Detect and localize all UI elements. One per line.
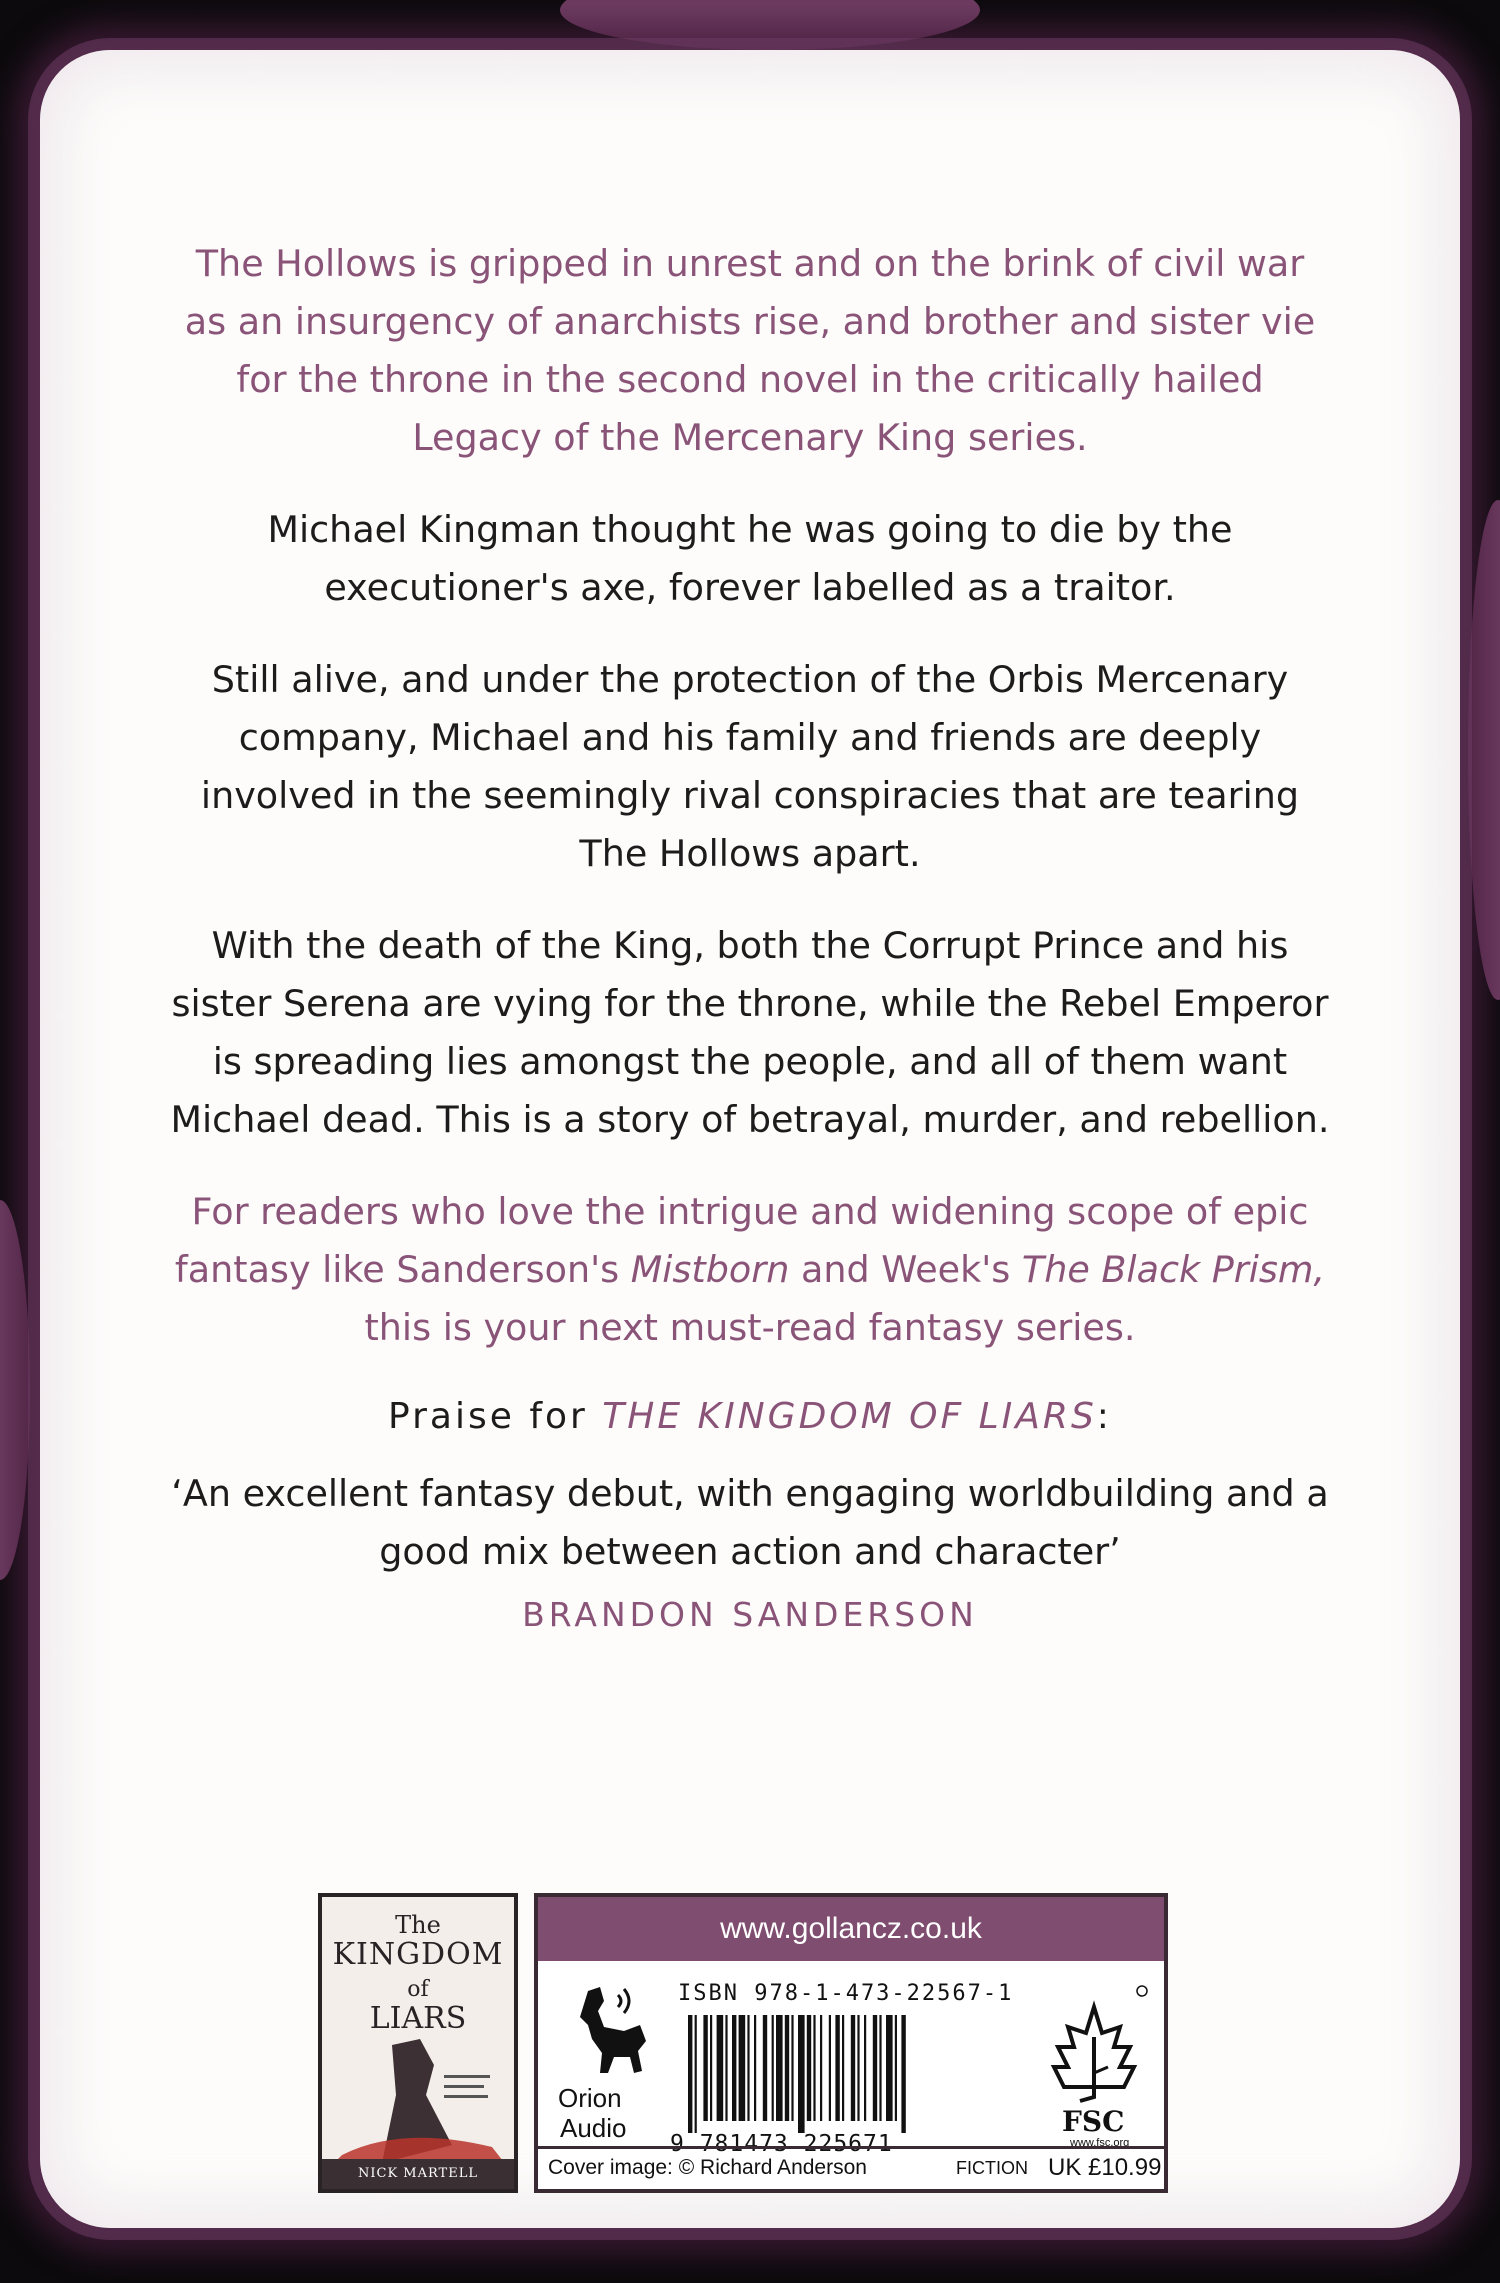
praise-colon: : [1096,1396,1112,1437]
barcode-bar [695,2015,697,2133]
barcode-bar [829,2015,831,2121]
blurb-intro: The Hollows is gripped in unrest and on the brink of civil war as an insurgency of anarchists rise, and brother and sister vie for the throne in the second novel in the critically hailed Legacy of the Mercenary King series. [184,242,1316,459]
barcode-bar [717,2015,724,2121]
blurb-paragraph-1: Michael Kingman thought he was going to die by the executioner's axe, forever labelled as a traitor. [267,508,1233,609]
barcode-bar [820,2015,822,2121]
barcode [684,2015,1014,2133]
barcode-bar [703,2015,707,2121]
cover-thumbnail [318,1893,518,2193]
praise-quote: ‘An excellent fantasy debut, with engaging worldbuilding and a good mix between action and character’ [171,1472,1329,1573]
thumb-of: of [407,1977,429,2002]
praise-book-title: THE KINGDOM OF LIARS [602,1396,1097,1437]
panel-footer [538,2146,1164,2189]
barcode-bar [851,2015,855,2121]
blurb-readers [170,1183,1330,1357]
blurb-paragraph-2: Still alive, and under the protection of the Orbis Mercenary company, Michael and his family and friends are deeply involved in the seemingly rival conspiracies that are tearing The Hollows apart. [200,658,1300,875]
barcode-bar [725,2015,727,2121]
blurb-paragraph-3: With the death of the King, both the Corrupt Prince and his sister Serena are vying for the throne, while the Rebel Emperor is spreading lies amongst the people, and all of them want Michael dead. This is a story of betrayal, murder, and rebellion. [170,924,1330,1141]
barcode-bar [879,2015,881,2121]
barcode-bar [813,2015,815,2121]
praise-attribution: BRANDON SANDERSON [522,1595,978,1634]
barcode-bar [747,2015,749,2121]
thumb-liars: LIARS [369,2001,467,2036]
barcode-bar [807,2015,811,2121]
thumb-author: NICK MARTELL [358,2166,478,2181]
barcode-bar [732,2015,736,2121]
blurb-column [170,235,1330,1634]
barcode-bar [886,2015,893,2121]
barcode-bar [739,2015,746,2121]
barcode-bar [776,2015,783,2121]
barcode-bar [857,2015,859,2121]
price-label: UK £10.99 [1048,2154,1162,2181]
barcode-bar [798,2015,805,2133]
ink-blot [0,1200,30,1580]
publisher-line-1: Orion [558,2083,622,2113]
barcode-bar [842,2015,844,2121]
barcode-bar [864,2015,866,2121]
cover-credit: Cover image: © Richard Anderson [548,2156,867,2179]
figure-illustration [322,2035,514,2175]
thumb-kingdom: KINGDOM [332,1937,504,1972]
title-mistborn: Mistborn [630,1248,790,1291]
barcode-bar [835,2015,839,2121]
praise-lead: Praise for [388,1396,603,1437]
barcode-bar [688,2015,692,2133]
readers-text: this is your next must-read fantasy series. [364,1306,1136,1349]
barcode-bar [754,2015,756,2121]
ink-blot [1468,500,1500,1000]
thumb-the: The [395,1911,441,1939]
readers-text: and Week's [789,1248,1022,1291]
barcode-bar [873,2015,877,2121]
barcode-digits: 9 781473 225671 [670,2131,893,2157]
ink-blot [560,0,980,50]
isbn-text: ISBN 978-1-473-22567-1 [678,1981,1014,2006]
barcode-bar [895,2015,897,2121]
barcode-bar [763,2015,767,2121]
website-url: www.gollancz.co.uk [538,1897,1164,1961]
barcode-bar [791,2015,793,2121]
publisher-line-2: Audio [560,2113,627,2143]
barcode-panel [534,1893,1168,2193]
barcode-bar [710,2015,712,2121]
category-label: FICTION [956,2158,1028,2178]
readers-text: For readers who love the intrigue and widening scope of epic fantasy like Sanderson's [174,1190,1309,1291]
barcode-bar [901,2015,905,2133]
fsc-label: FSC [1062,2105,1125,2138]
barcode-bar [772,2015,774,2121]
praise-heading [170,1391,1330,1443]
fsc-url: www.fsc.org [1070,2137,1130,2149]
barcode-bar [785,2015,789,2121]
title-black-prism: The Black Prism, [1021,1248,1326,1291]
